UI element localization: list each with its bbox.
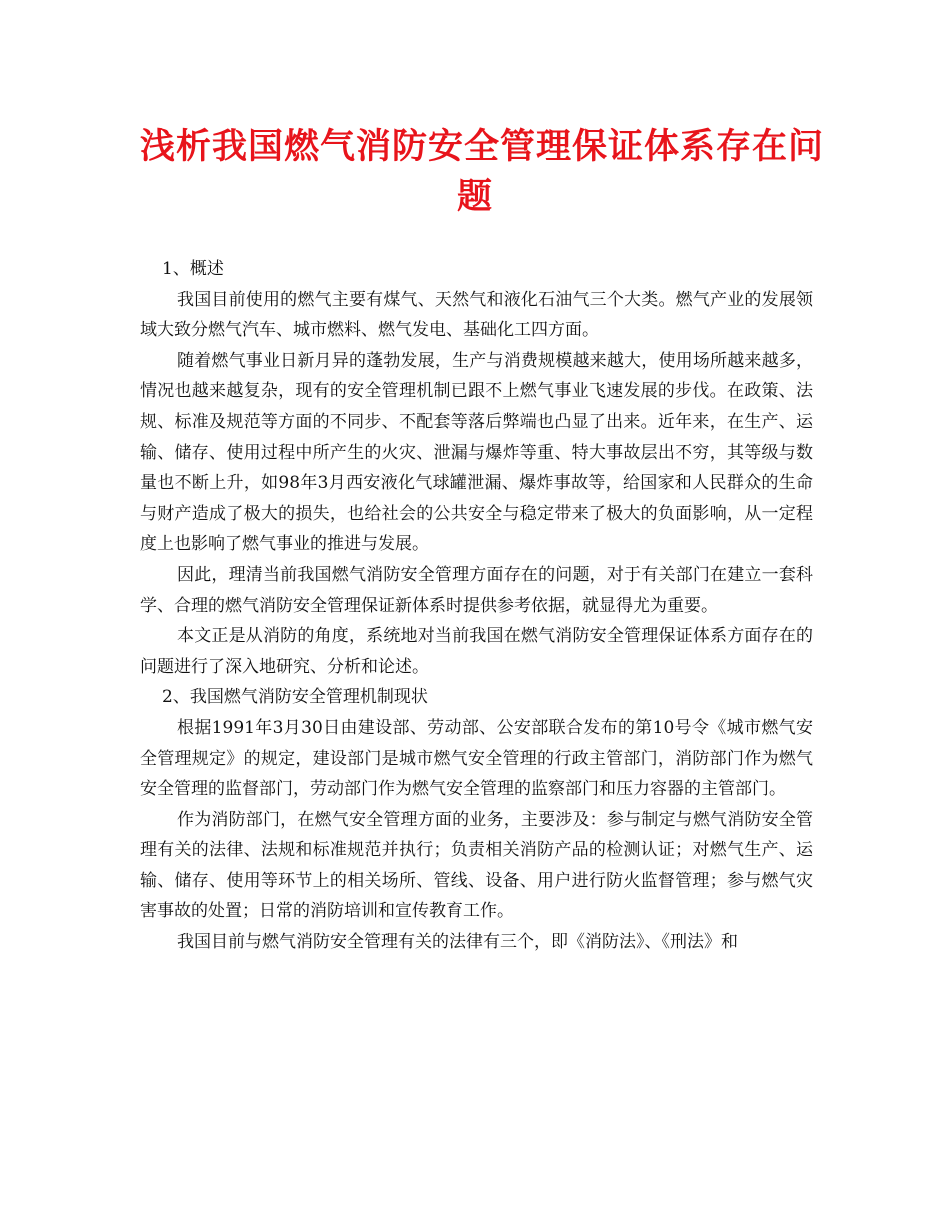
paragraph-line: 安全管理有关的法律、法规和标准规范并执行；负责相关消防产品的检测认证；对 xyxy=(140,809,814,861)
paragraph-line: 力容器的主管部门。 xyxy=(633,779,786,800)
paragraph-line: 随着燃气事业日新月异的蓬勃发展，生产与消费规模越来越大，使用场所越来 xyxy=(177,350,762,371)
paragraph-6 xyxy=(140,805,813,927)
section-heading-1: 1、概述 xyxy=(162,259,224,279)
paragraph-line: 本文正是从消防的角度，系统地对当前我国在燃气消防安全管理保证体系方面 xyxy=(177,626,762,647)
paragraph-2 xyxy=(140,346,813,560)
title-line: 题 xyxy=(456,176,493,217)
paragraph-line: 故层出不穷，其等级与数量也不断上升，如98年3月西安液化气球罐泄漏、爆炸 xyxy=(140,442,814,494)
paragraph-line: 因此，理清当前我国燃气消防安全管理方面存在的问题，对于有关部门在建立 xyxy=(177,564,762,585)
paragraph-line: 燃气生产、运输、储存、使用等环节上的相关场所、管线、设备、用户进行防火监 xyxy=(140,840,814,891)
paragraph-line: 与稳定带来了极大的负面影响，从一定程度上也影响了燃气事业的推进与发展。 xyxy=(140,503,814,555)
paragraph-line: 督管理；参与燃气灾害事故的处置；日常的消防培训和宣传教育工作。 xyxy=(140,870,814,922)
paragraph-line: 我国目前与燃气消防安全管理有关的法律有三个，即《消防法》、《刑法》和 xyxy=(177,932,738,953)
document-body xyxy=(140,254,813,958)
paragraph-line: 在政策、法规、标准及规范等方面的不同步、不配套等落后弊端也凸显了出来。近 xyxy=(140,381,814,432)
paragraph-line: 根据1991年3月30日由建设部、劳动部、公安部联合发布的第10号令《城 xyxy=(177,717,744,738)
paragraph-3 xyxy=(140,560,813,621)
paragraph-line: 一套科学、合理的燃气消防安全管理保证新体系时提供参考依据，就显得尤为重要。 xyxy=(140,564,814,616)
paragraph-line: 发展领域大致分燃气汽车、城市燃料、燃气发电、基础化工四方面。 xyxy=(140,289,814,341)
section-heading-2: 2、我国燃气消防安全管理机制现状 xyxy=(162,687,428,708)
paragraph-line: 存在的问题进行了深入地研究、分析和论述。 xyxy=(140,626,814,677)
paragraph-line: 越多，情况也越来越复杂，现有的安全管理机制已跟不上燃气事业飞速发展的步伐。 xyxy=(140,350,814,402)
paragraph-5 xyxy=(140,713,813,805)
title-line: 浅析我国燃气消防安全管理保证体系存在问 xyxy=(140,126,825,167)
paragraph-4 xyxy=(140,621,813,682)
paragraph-7 xyxy=(140,927,813,958)
paragraph-line: 我国目前使用的燃气主要有煤气、天然气和液化石油气三个大类。燃气产业的 xyxy=(177,289,762,310)
document-title xyxy=(140,122,825,222)
paragraph-line: 事故等，给国家和人民群众的生命与财产造成了极大的损失，也给社会的公共安全 xyxy=(140,473,814,524)
paragraph-line: 市燃气安全管理规定》的规定，建设部门是城市燃气安全管理的行政主管部门，消 xyxy=(140,717,814,769)
paragraph-line: 作为消防部门，在燃气安全管理方面的业务，主要涉及：参与制定与燃气消防 xyxy=(177,809,762,830)
paragraph-line: 年来，在生产、运输、储存、使用过程中所产生的火灾、泄漏与爆炸等重、特大事 xyxy=(140,411,814,463)
paragraph-1 xyxy=(140,285,813,346)
paragraph-line: 防部门作为燃气安全管理的监督部门，劳动部门作为燃气安全管理的监察部门和压 xyxy=(140,748,814,800)
